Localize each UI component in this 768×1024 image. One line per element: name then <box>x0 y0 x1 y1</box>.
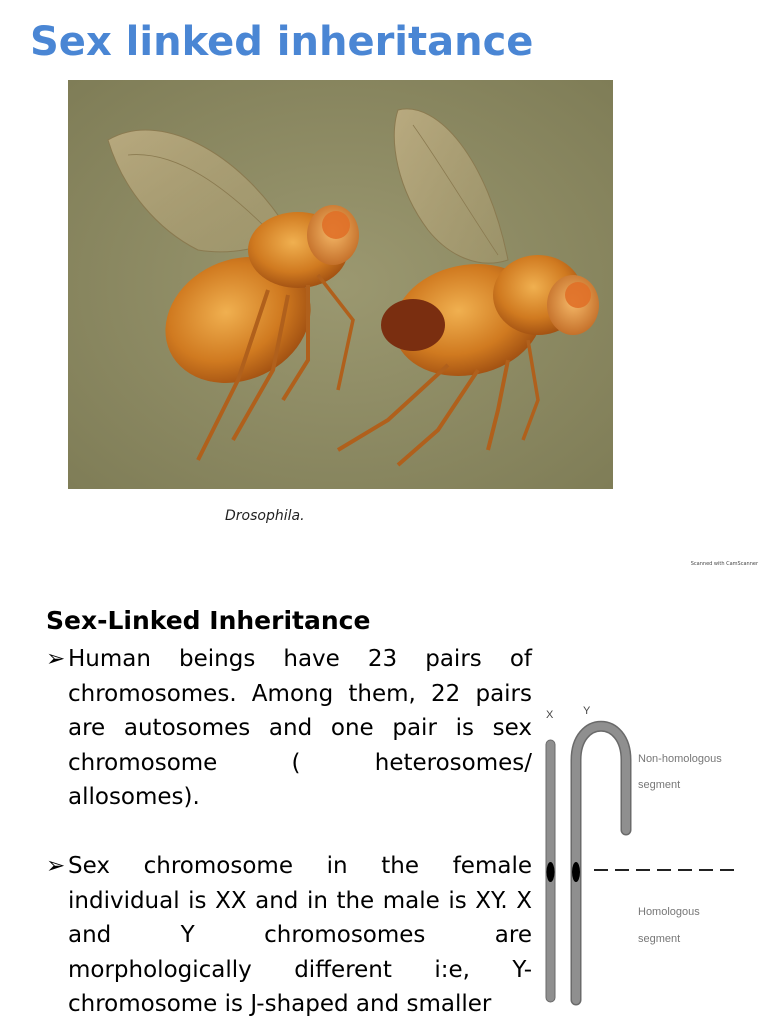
y-centromere <box>572 862 580 882</box>
bullet-text: Human beings have 23 pairs of chromosomes. Among them, 22 pairs are autosomes and one pair is sex chromosome ( heterosomes/ allosomes). <box>68 646 532 810</box>
label-x: X <box>546 709 554 721</box>
label-y: Y <box>583 705 591 717</box>
page-title: Sex linked inheritance <box>30 19 534 65</box>
homologous-label: Homologous <box>638 906 700 918</box>
bullet-item <box>46 849 532 1022</box>
bullet-arrow-icon: ➢ <box>46 853 66 879</box>
y-chromosome <box>576 726 626 1000</box>
homologous-label-2: segment <box>638 933 681 945</box>
scanner-watermark: Scanned with CamScanner <box>690 561 758 567</box>
drosophila-photo <box>68 80 613 489</box>
bullet-item <box>46 642 532 815</box>
x-centromere <box>547 862 555 882</box>
section-heading: Sex-Linked Inheritance <box>46 606 371 635</box>
bullet-text: Sex chromosome in the female individual is XX and in the male is XY. X and Y chromosomes are morphologically different i:e, Y-chromosome is J-shaped and smaller <box>68 853 532 1017</box>
nonhomologous-label: Non-homologous <box>638 753 722 765</box>
photo-caption: Drosophila. <box>225 508 305 524</box>
bullet-arrow-icon: ➢ <box>46 646 66 672</box>
xy-chromosome-diagram <box>536 700 746 1010</box>
nonhomologous-label-2: segment <box>638 779 681 791</box>
